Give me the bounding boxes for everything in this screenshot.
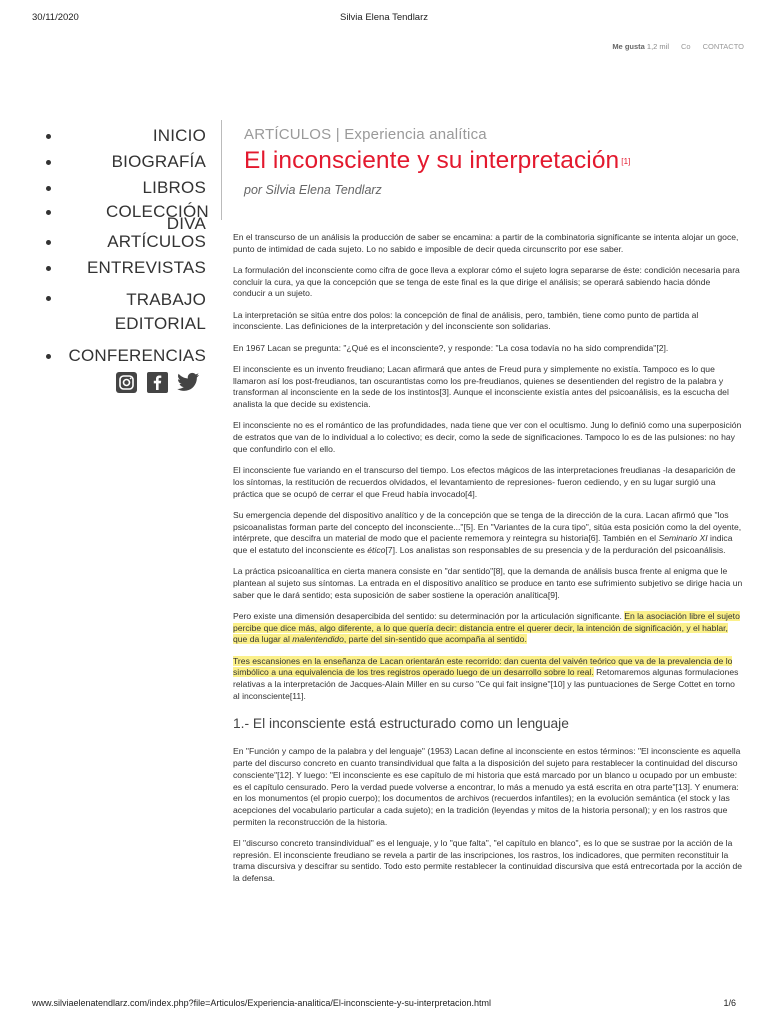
paragraph: El inconsciente fue variando en el transcurso del tiempo. Los efectos mágicos de las interpretaciones freudianas -la desaparición de los síntomas, la restitución de recuerdos olvidados, el levantamiento de represiones- fueron cediendo, y en su lugar surgió una práctica que se ocupó de cerrar el que Freud había invocado[4]. [233,465,736,499]
twitter-icon[interactable] [177,372,200,393]
print-date: 30/11/2020 [32,12,79,23]
print-title: Silvia Elena Tendlarz [339,12,428,23]
paragraph: El inconsciente es un invento freudiano; Lacan afirmará que antes de Freud pura y simplemente no existía. Tampoco es lo que llamaron así los post-freudianos, tan oscurantistas como los pre-freudianos, quienes se desentienden del registro de la palabra y transforman al inconsciente en la sede de los instintos[3]. Aunque el inconsciente existía antes del psicoanálisis, es la escucha del analista la que decide su existencia. [233,364,729,410]
nav-item-inicio[interactable] [36,126,206,152]
paragraph: La interpretación se sitúa entre dos polos: la concepción de final de análisis, pero, también, tiene como punto de partida al inconsciente. Las definiciones de la interpretación y del inconsciente son solidarias. [233,309,699,332]
text-run: En la asociación libre el sujeto percibe que dice más, algo diferente, a lo que quería decir: distancia entre el querer decir, la intención de significación, y el hablar, que da lugar al [233,610,740,645]
paragraph [233,656,743,703]
nav-link[interactable]: LIBROS [142,178,206,197]
highlighted-text: Tres escansiones en la enseñanza de Lacan orientarán este recorrido: dan cuenta del vaivén teórico que va de la prevalencia de lo simbólico a una equivalencia de los tres registros operado luego de un desarrollo sobre lo real. [233,655,733,678]
text-run: Retomaremos algunas formulaciones relativas a la interpretación de Jacques-Alain Miller en su curso "Ce qui fait insigne"[10] y las puntuaciones de Serge Cottet en torno al inconsciente[11]. [233,667,739,701]
like-count: 1,2 mil [646,42,670,51]
article-body [233,232,743,887]
nav-link[interactable]: CONFERENCIAS [68,346,206,365]
print-header [32,12,736,26]
paragraph: El "discurso concreto transindividual" es el lenguaje, y lo "que falta", "el capítulo en blanco", es lo que se sustrae por la acción de la represión. El inconsciente freudiano se revela a partir de las inscripciones, los rastros, los indicadores, que permiten reconstituir la trama discursiva y descifrar su sentido. Todo esto permite restablecer la continuidad discursiva que está entrecortada por la acción de la defensa. [233,837,743,884]
text-run: , parte del sin-sentido que acompaña al sentido. [343,634,527,645]
paragraph: El inconsciente no es el romántico de las profundidades, nada tiene que ver con el ocultismo. Jung lo definió como una superposición de estratos que van de lo individual a lo colectivo; es decir, como la sede de significaciones. Tampoco lo es de las pulsiones: no hay que confundirlo con el ello. [233,420,742,454]
page-title [244,147,744,175]
nav-link[interactable]: ARTÍCULOS [107,232,206,251]
nav-item-biografia[interactable] [36,152,206,178]
bullet-icon [46,160,51,165]
instagram-icon[interactable] [115,372,138,393]
bullet-icon [46,210,51,215]
paragraph: La formulación del inconsciente como cifra de goce lleva a explorar cómo el sujeto logra separarse de éste: condición necesaria para concluir la cura, ya que la concepción que se tenga de este final es la que dirige el análisis; se operará sabiendo hacia dónde conducir a un sujeto. [233,265,740,299]
text-run-italic: malentendido [292,634,344,645]
text-run-italic: ético [367,544,386,555]
bullet-icon [46,354,51,359]
nav-item-articulos[interactable] [36,232,206,258]
like-widget[interactable] [612,42,669,51]
title-footnote-link[interactable]: [1] [621,157,631,166]
paragraph: La práctica psicoanalítica en cierta manera consiste en "dar sentido"[8], que la demanda de análisis busca frente al enigma que le plantean al sujeto sus síntomas. La entrada en el dispositivo analítico se produce en tanto ese sufrimiento subjetivo se dirige hacia un saber que le dará sentido; esta suposición de saber sostiene la operación analítica[9]. [233,566,743,600]
topbar [612,42,744,51]
paragraph: En 1967 Lacan se pregunta: "¿Qué es el inconsciente?, y responde: "La cosa todavía no ha sido comprendida"[2]. [233,342,669,353]
text-run: Su emergencia depende del dispositivo analítico y de la concepción que se tenga de la dirección de la cura. Lacan afirmó que "los psicoanalistas forman parte del concepto del inconsciente..."[5]. En "Variantes de la cura tipo", sitúa esta posición como la del oyente, intérprete, que descifra un material de modo que el paciente rememora y reintegra su historia[6]. También en el [233,509,742,544]
facebook-icon[interactable] [146,372,169,393]
paragraph: En "Función y campo de la palabra y del lenguaje" (1953) Lacan define al inconsciente en estos términos: "El inconsciente es aquella parte del discurso concreto en cuanto transindividual que falta a la disposición del sujeto para restablecer la continuidad del discurso consciente"[12]. Y luego: "El inconsciente es ese capítulo de mi historia que está marcado por un blanco u ocupado por un embuste: es el capítulo censurado. Pero la verdad puede volverse a encontrar, lo más a menudo ya está escrita en otra parte"[13]. Y enumera: en los monumentos (el propio cuerpo); los documentos de archivos (recuerdos infantiles); en la evolución semántica (el stock y las acepciones del vocabulario particular a cada sujeto); en la tradición (leyendas y mitos de la historia personal); y en los rastros que permiten la reconstrucción de la historia. [233,746,741,827]
nav-item-coleccion-diva[interactable] [36,202,209,233]
text-run-italic: Seminario XI [658,533,708,544]
print-footer [32,998,736,1008]
nav-item-conferencias[interactable] [36,346,206,372]
text-run: Pero existe una dimensión desapercibida del sentido: su determinación por la articulación significante. [233,610,625,621]
text-run: [7]. Los analistas son responsables de su presencia y de la perduración del psicoanálisis. [385,544,726,555]
paragraph [233,611,743,646]
nav-link[interactable]: INICIO [152,126,206,145]
bullet-icon [46,240,51,245]
bullet-icon [46,186,51,191]
nav-item-libros[interactable] [36,178,206,204]
main-nav [36,126,209,372]
nav-item-trabajo-editorial[interactable] [36,284,206,346]
nav-link[interactable]: COLECCIÓN DIVA [106,202,209,233]
byline: por Silvia Elena Tendlarz [244,183,382,197]
divider [221,120,222,220]
social-links [115,372,200,393]
page-number: 1/6 [723,998,736,1008]
bullet-icon [46,296,51,301]
paragraph: En el transcurso de un análisis la producción de saber se encamina: a partir de la combinatoria significante se intenta alojar un goce, punto de intimidad de cada sujeto. Lo no sabido e imposible de decir queda circunscrito por ese saber. [233,232,739,254]
nav-item-entrevistas[interactable] [36,258,206,284]
article-header [244,126,744,197]
text-run: indica que el estatuto del inconsciente es [233,533,733,555]
bullet-icon [46,266,51,271]
nav-link[interactable]: TRABAJO EDITORIAL [114,290,206,333]
breadcrumb[interactable]: ARTÍCULOS | Experiencia analítica [244,126,487,143]
page-title-text: El inconsciente y su interpretación [244,147,620,174]
print-url: www.silviaelenatendlarz.com/index.php?file=Articulos/Experiencia-analitica/El-inconsciente-y-su-interpretacion.html [32,998,491,1008]
contact-link[interactable]: CONTACTO [702,42,744,51]
section-heading: 1.- El inconsciente está estructurado como un lenguaje [233,716,569,732]
like-label: Me gusta [612,42,645,51]
paragraph [233,510,743,557]
share-short[interactable]: Co [681,42,691,51]
nav-link[interactable]: ENTREVISTAS [86,258,206,277]
bullet-icon [46,134,51,139]
nav-link[interactable]: BIOGRAFÍA [111,152,206,171]
